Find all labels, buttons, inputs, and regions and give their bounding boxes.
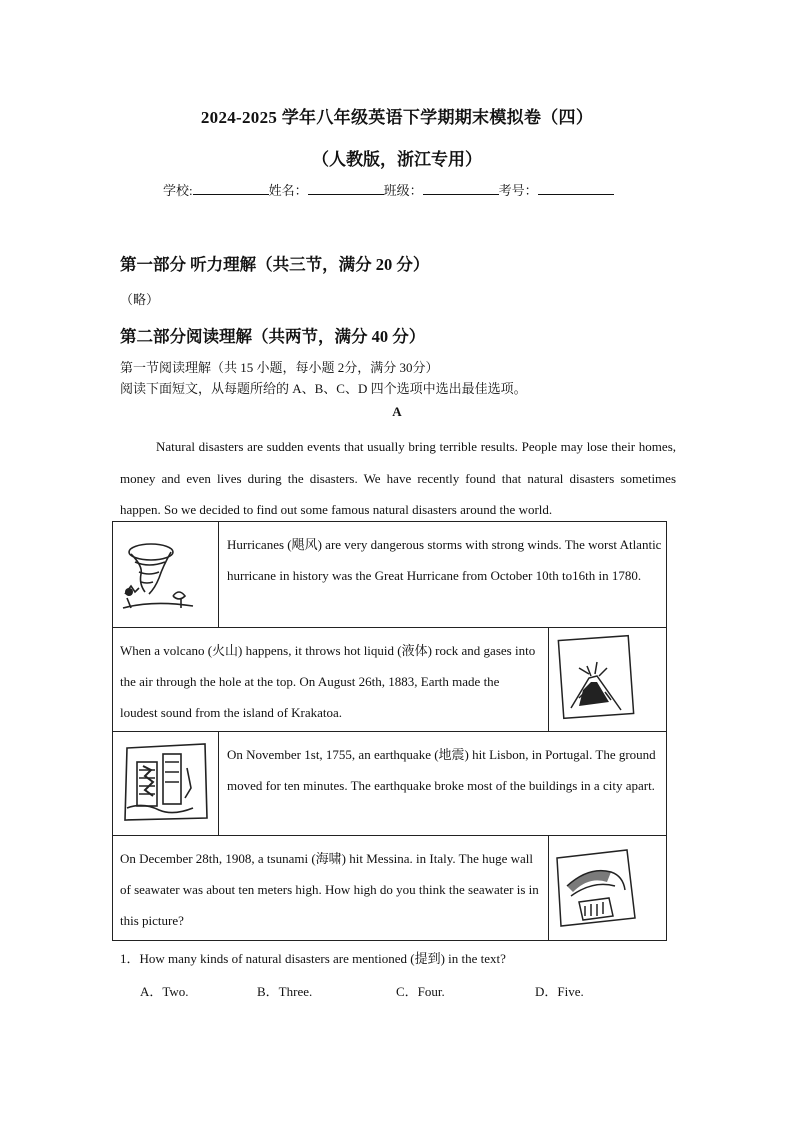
tsunami-text: On December 28th, 1908, a tsunami (海啸) hit Messina. in Italy. The huge wall of seawater was about ten meters high. How high do you think the seawater is in this picture? [120, 851, 539, 928]
table-row-hurricane [113, 522, 666, 628]
volcano-image-cell [548, 628, 666, 731]
part1-heading: 第一部分 听力理解（共三节，满分 20 分） [120, 255, 430, 274]
tsunami-text-cell [120, 836, 540, 940]
hurricane-text: Hurricanes (飓风) are very dangerous storms with strong winds. The worst Atlantic hurricane in history was the Great Hurricane from October 10th to16th in 1780. [227, 537, 662, 583]
earthquake-sketch-icon [113, 732, 217, 834]
school-label: 学校: [163, 183, 193, 198]
question-1-stem: 1．How many kinds of natural disasters are mentioned (提到) in the text? [120, 951, 506, 966]
table-row-volcano [113, 628, 666, 732]
table-row-earthquake [113, 732, 666, 836]
earthquake-image-cell [113, 732, 219, 835]
earthquake-text-cell [227, 732, 663, 835]
section1-heading: 第一节阅读理解（共 15 小题，每小题 2分，满分 30分） [120, 360, 439, 375]
tsunami-sketch-icon [549, 836, 665, 938]
passage-label: A [392, 404, 402, 419]
volcano-text: When a volcano (火山) happens, it throws hot liquid (液体) rock and gases into the air through the hole at the top. On August 26th, 1883, Earth made the loudest sound from the island of Krakatoa. [120, 643, 536, 720]
instruction: 阅读下面短文，从每题所给的 A、B、C、D 四个选项中选出最佳选项。 [120, 381, 527, 396]
hurricane-image-cell [113, 522, 219, 627]
table-row-tsunami [113, 836, 666, 940]
option-d[interactable]: D．Five. [535, 984, 584, 999]
earthquake-text: On November 1st, 1755, an earthquake (地震) hit Lisbon, in Portugal. The ground moved for ten minutes. The earthquake broke most of the buildings in a city apart. [227, 747, 656, 793]
option-a[interactable]: A．Two. [140, 984, 189, 999]
volcano-sketch-icon [549, 628, 665, 730]
option-c[interactable]: C．Four. [396, 984, 445, 999]
class-blank [423, 180, 499, 195]
intro-paragraph: Natural disasters are sudden events that usually bring terrible results. People may lose their homes, money and even lives during the disasters. We have recently found that natural disasters sometimes happen. So we decided to find out some famous natural disasters around the world. [120, 439, 676, 517]
class-label: 班级： [383, 183, 423, 198]
exam-no-blank [538, 180, 614, 195]
page-title: 2024-2025 学年八年级英语下学期期末模拟卷（四） [200, 108, 594, 127]
student-info-line [163, 180, 614, 199]
question-1-options [140, 981, 700, 1001]
disaster-table [112, 521, 667, 941]
volcano-text-cell [120, 628, 540, 731]
passage-intro [120, 431, 676, 526]
part2-heading: 第二部分阅读理解（共两节，满分 40 分） [120, 327, 426, 346]
exam-no-label: 考号： [498, 183, 538, 198]
option-b[interactable]: B．Three. [257, 984, 313, 999]
tsunami-image-cell [548, 836, 666, 940]
name-blank [308, 180, 384, 195]
name-label: 姓名： [268, 183, 308, 198]
school-blank [193, 180, 269, 195]
page-subtitle: （人教版，浙江专用） [312, 150, 482, 169]
part1-note: （略） [120, 292, 160, 307]
hurricane-text-cell [227, 522, 663, 627]
hurricane-sketch-icon [113, 522, 217, 626]
